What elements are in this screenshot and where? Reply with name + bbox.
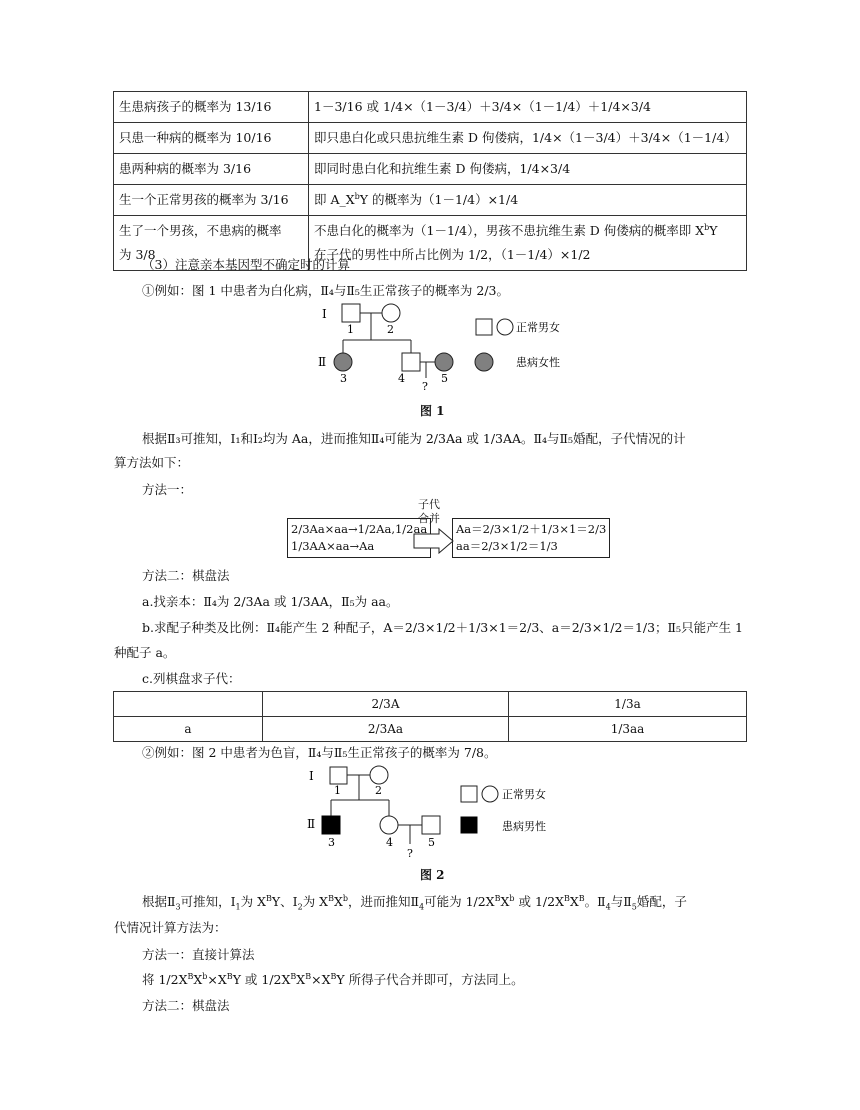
example-1: ①例如：图 1 中患者为白化病，Ⅱ₄与Ⅱ₅生正常孩子的概率为 2/3。 (142, 283, 510, 298)
generation-label: Ⅱ (318, 355, 327, 369)
figure-title: 图 1 (420, 404, 445, 418)
male-normal-icon (330, 767, 347, 784)
table-cell: 即只患白化或只患抗维生素 D 佝偻病，1/4×（1－3/4）＋3/4×（1－1/4） (309, 123, 747, 154)
table-cell: 患两种病的概率为 3/16 (114, 154, 309, 185)
paragraph: 算方法如下： (114, 455, 190, 470)
table-row (114, 154, 747, 185)
method-label: 方法一： (142, 482, 193, 497)
male-affected-icon (322, 816, 340, 834)
female-affected-icon (334, 353, 352, 371)
table-cell: 即 $A\_X^bY$ 的概率为（1－1/4）×1/4 (309, 185, 747, 216)
table-row (114, 123, 747, 154)
table-cell: 2/3A (263, 692, 509, 717)
svg-text:5: 5 (441, 372, 448, 385)
svg-text:3: 3 (328, 836, 335, 849)
female-affected-icon (435, 353, 453, 371)
legend-normal: 正常男女 (502, 788, 546, 801)
table-row (114, 717, 747, 742)
legend-affected: 患病男性 (502, 820, 546, 833)
table-cell: a (114, 717, 263, 742)
table-cell: 生一个正常男孩的概率为 3/16 (114, 185, 309, 216)
table-cell: 即同时患白化和抗维生素 D 佝偻病，1/4×3/4 (309, 154, 747, 185)
method-label: 方法二：棋盘法 (142, 998, 230, 1013)
paragraph: 根据$Ⅱ_3$可推知，$Ⅰ_1$为 $X^BY$、$Ⅰ_2$为 $X^BX^b$，进而推知$Ⅱ_4$可能为 $1/2X^BX^b$ 或 $1/2X^BX^B$。$Ⅱ_4$与$Ⅱ_5$婚配，子 (142, 893, 687, 912)
male-normal-icon (342, 304, 360, 322)
generation-label: Ⅰ (322, 307, 327, 321)
paragraph: 将 $1/2X^BX^b\times X^BY$ 或 $1/2X^BX^B\times X^BY$ 所得子代合并即可，方法同上。 (142, 971, 524, 987)
svg-text:?: ? (407, 847, 413, 860)
svg-text:5: 5 (428, 836, 435, 849)
probability-table (113, 91, 747, 271)
table-cell: 生了一个男孩，不患病的概率 为 3/8 (114, 216, 309, 271)
figure-title: 图 2 (420, 868, 445, 882)
svg-text:4: 4 (398, 372, 405, 385)
punnett-table (113, 691, 747, 742)
table-cell: 1/3aa (509, 717, 747, 742)
male-normal-icon (402, 353, 420, 371)
table-row (114, 692, 747, 717)
example-2: ②例如：图 2 中患者为色盲，Ⅱ₄与Ⅱ₅生正常孩子的概率为 7/8。 (142, 745, 497, 760)
right-arrow-icon (413, 528, 455, 554)
step-text: b.求配子种类及比例：Ⅱ₄能产生 2 种配子，A＝2/3×1/2＋1/3×1＝2/3、a＝2/3×1/2＝1/3；Ⅱ₅只能产生 1 (142, 620, 743, 635)
table-cell: 2/3Aa (263, 717, 509, 742)
step-text: c.列棋盘求子代： (142, 671, 241, 686)
female-normal-icon (380, 816, 398, 834)
table-cell (114, 692, 263, 717)
method-label: 方法一：直接计算法 (142, 947, 255, 962)
pedigree-figure-2 (300, 760, 600, 860)
flow-arrow-label: 子代 合并 (418, 498, 440, 525)
legend-male-icon (476, 319, 492, 335)
male-normal-icon (422, 816, 440, 834)
female-normal-icon (370, 766, 388, 784)
flow-right-box: Aa＝2/3×1/2＋1/3×1＝2/3 aa＝2/3×1/2＝1/3 (452, 518, 610, 558)
legend-female-icon (497, 319, 513, 335)
generation-label: Ⅰ (309, 769, 314, 783)
legend-normal: 正常男女 (516, 321, 560, 334)
paragraph: 代情况计算方法为： (114, 920, 227, 935)
paragraph: 根据Ⅱ₃可推知，Ⅰ₁和Ⅰ₂均为 Aa，进而推知Ⅱ₄可能为 2/3Aa 或 1/3AA。Ⅱ₄与Ⅱ₅婚配，子代情况的计 (142, 431, 686, 446)
table-cell: 不患白化的概率为（1－1/4），男孩不患抗维生素 D 佝偻病的概率即 $X^bY$ 在子代的男性中所占比例为 1/2，（1－1/4）×1/2 (309, 216, 747, 271)
flow-left-box: 2/3Aa×aa→1/2Aa,1/2aa 1/3AA×aa→Aa (287, 518, 431, 558)
svg-text:4: 4 (386, 836, 393, 849)
table-cell: 1/3a (509, 692, 747, 717)
legend-male-icon (461, 786, 477, 802)
table-row (114, 185, 747, 216)
svg-text:1: 1 (347, 323, 354, 336)
section-heading: （3）注意亲本基因型不确定时的计算 (142, 257, 350, 272)
svg-text:?: ? (422, 380, 428, 393)
legend-affected: 患病女性 (516, 356, 560, 369)
step-text: 种配子 a。 (114, 645, 176, 660)
svg-text:1: 1 (334, 784, 341, 797)
svg-text:2: 2 (375, 784, 382, 797)
legend-female-icon (482, 786, 498, 802)
table-cell: 生患病孩子的概率为 13/16 (114, 92, 309, 123)
svg-text:2: 2 (387, 323, 394, 336)
legend-affected-icon (461, 817, 477, 833)
female-normal-icon (382, 304, 400, 322)
table-row (114, 92, 747, 123)
legend-affected-icon (475, 353, 493, 371)
method-label: 方法二：棋盘法 (142, 568, 230, 583)
svg-text:3: 3 (340, 372, 347, 385)
step-text: a.找亲本：Ⅱ₄为 2/3Aa 或 1/3AA，Ⅱ₅为 aa。 (142, 594, 399, 609)
table-cell: 1－3/16 或 1/4×（1－3/4）＋3/4×（1－1/4）＋1/4×3/4 (309, 92, 747, 123)
table-cell: 只患一种病的概率为 10/16 (114, 123, 309, 154)
pedigree-figure-1 (300, 298, 600, 398)
generation-label: Ⅱ (307, 817, 316, 831)
